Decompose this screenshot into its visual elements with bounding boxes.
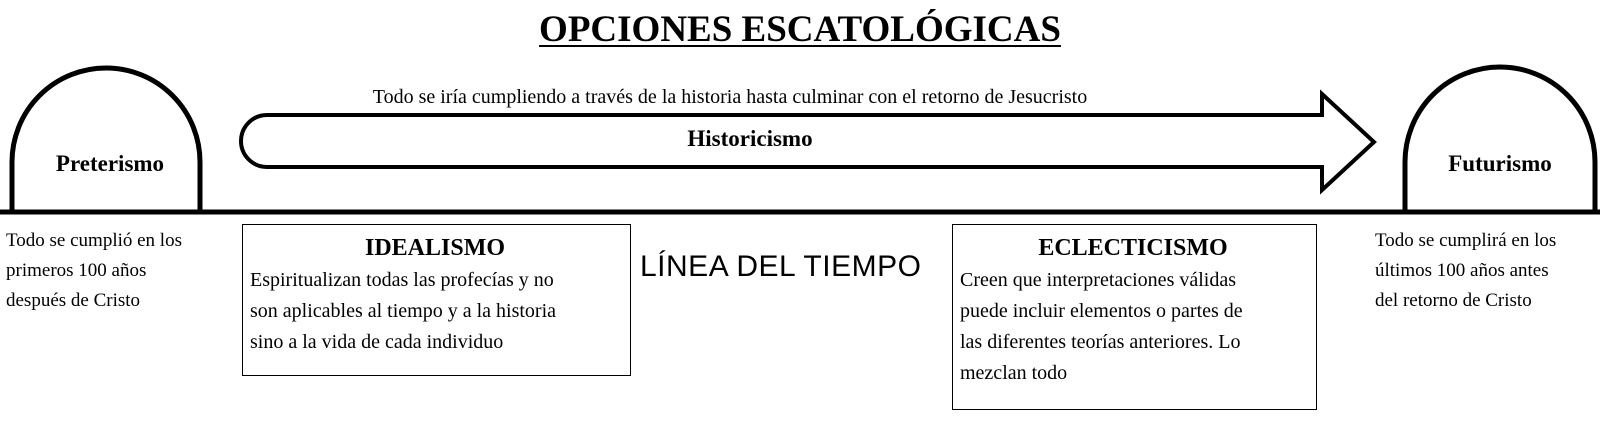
page-title: OPCIONES ESCATOLÓGICAS	[539, 9, 1061, 50]
preterismo-description	[6, 226, 236, 316]
eclecticismo-description-line: las diferentes teorías anteriores. Lo	[960, 331, 1241, 353]
timeline-label: LÍNEA DEL TIEMPO	[640, 250, 922, 283]
idealismo-description	[250, 265, 620, 358]
preterismo-label: Preterismo	[55, 151, 165, 176]
idealismo-title: IDEALISMO	[364, 235, 506, 261]
historicismo-caption: Todo se iría cumpliendo a través de la historia hasta culminar con el retorno de Jesucristo	[372, 86, 1088, 108]
eclecticismo-description	[960, 265, 1306, 389]
preterismo-description-line: Todo se cumplió en los	[6, 230, 182, 251]
historicismo-label: Historicismo	[687, 126, 813, 151]
eclecticismo-description-line: puede incluir elementos o partes de	[960, 300, 1243, 322]
futurismo-description-line: del retorno de Cristo	[1375, 290, 1532, 311]
futurismo-dome	[1405, 67, 1595, 212]
preterismo-description-line: primeros 100 años	[6, 260, 147, 281]
idealismo-description-line: Espiritualizan todas las profecías y no	[250, 269, 554, 291]
futurismo-description-line: últimos 100 años antes	[1375, 260, 1549, 281]
idealismo-description-line: sino a la vida de cada individuo	[250, 331, 504, 353]
eclecticismo-description-line: mezclan todo	[960, 362, 1068, 384]
futurismo-description-line: Todo se cumplirá en los	[1375, 230, 1557, 251]
eclecticismo-title: ECLECTICISMO	[1038, 235, 1228, 261]
futurismo-label: Futurismo	[1448, 151, 1552, 176]
futurismo-description	[1375, 226, 1600, 316]
idealismo-description-line: son aplicables al tiempo y a la historia	[250, 300, 557, 322]
eclecticismo-box	[952, 224, 1317, 410]
idealismo-box	[242, 224, 631, 376]
preterismo-dome	[12, 68, 200, 212]
eclecticismo-description-line: Creen que interpretaciones válidas	[960, 269, 1236, 291]
preterismo-description-line: después de Cristo	[6, 290, 141, 311]
